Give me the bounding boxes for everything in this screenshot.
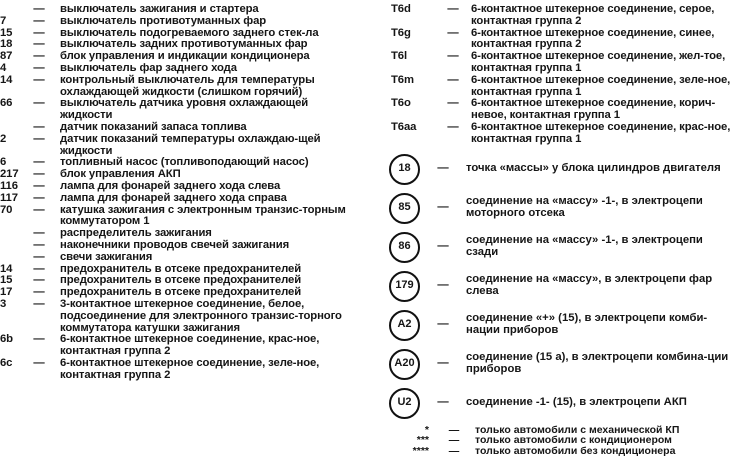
component-code: 17 — [0, 286, 13, 299]
legend-row — [0, 299, 350, 334]
component-code: 7 — [0, 14, 7, 27]
connector-code: T6g — [391, 26, 411, 39]
dash: — — [33, 250, 45, 263]
component-code — [0, 240, 18, 252]
legend-row — [0, 252, 350, 264]
legend-row — [0, 134, 350, 158]
dash: — — [33, 274, 45, 287]
dash: — — [447, 50, 459, 63]
footnote-marker: **** — [412, 444, 429, 457]
ground-point-row — [383, 388, 735, 419]
dash: — — [33, 3, 45, 15]
legend-row — [0, 16, 350, 28]
dash: — — [448, 434, 460, 447]
component-description: выключатель датчика уровня охлаждающей жидкости — [60, 97, 309, 122]
ground-point-circle-icon: A20 — [389, 349, 420, 380]
footnote-marker: *** — [416, 434, 429, 447]
component-code: 4 — [0, 61, 7, 74]
dash: — — [33, 286, 45, 299]
dash: — — [33, 203, 45, 216]
component-description: 6-контактное штекерное соединение, крас-ное, контактная группа 2 — [60, 333, 320, 358]
dash: — — [33, 97, 45, 110]
component-code: 6b — [0, 333, 13, 346]
component-code — [0, 252, 18, 264]
dash: — — [437, 240, 449, 253]
dash: — — [33, 262, 45, 275]
connector-code: T6aa — [391, 120, 417, 133]
component-description: блок управления АКП — [60, 168, 181, 181]
component-description: выключатель противотуманных фар — [60, 14, 267, 27]
connector-row — [383, 51, 735, 75]
dash: — — [447, 73, 459, 86]
ground-point-description: соединение -1- (15), в электроцепи АКП — [466, 396, 687, 409]
legend-row — [0, 240, 350, 252]
component-description: 6-контактное штекерное соединение, зеле-ное, контактная группа 2 — [60, 356, 320, 381]
legend-row — [0, 63, 350, 75]
connector-description: 6-контактное штекерное соединение, корич-невое, контактная группа 1 — [471, 97, 716, 122]
ground-point-circle-icon: 85 — [389, 193, 420, 224]
ground-point-circle-icon: 179 — [389, 271, 420, 302]
dash: — — [33, 73, 45, 86]
ground-point-row — [383, 193, 735, 224]
ground-point-row — [383, 154, 735, 185]
dash: — — [33, 14, 45, 27]
component-code: 116 — [0, 179, 18, 192]
connector-code: T6l — [391, 50, 408, 63]
dash: — — [447, 120, 459, 133]
footnote-row — [383, 435, 735, 446]
dash: — — [437, 396, 449, 409]
component-description: блок управления и индикации кондиционера — [60, 50, 310, 63]
ground-point-row — [383, 310, 735, 341]
dash: — — [33, 333, 45, 346]
connector-row — [383, 98, 735, 122]
dash: — — [437, 162, 449, 175]
component-description: выключатель подогреваемого заднего стек-ла — [60, 26, 319, 39]
component-code: 3 — [0, 297, 7, 310]
ground-point-circle-icon: 18 — [389, 154, 420, 185]
component-description: выключатель зажигания и стартера — [60, 3, 259, 15]
ground-point-circle-icon: 86 — [389, 232, 420, 263]
dash: — — [33, 61, 45, 74]
dash: — — [33, 297, 45, 310]
footnote-text: только автомобили с механической КП — [475, 423, 680, 436]
legend-row — [0, 98, 350, 122]
component-code: 14 — [0, 73, 13, 86]
dash: — — [33, 356, 45, 369]
component-code — [0, 228, 18, 240]
dash: — — [33, 227, 45, 240]
component-description: предохранитель в отсеке предохранителей — [60, 274, 302, 287]
component-code: 6c — [0, 356, 13, 369]
dash: — — [33, 38, 45, 51]
connector-row — [383, 4, 735, 28]
legend-row — [0, 75, 350, 99]
connector-code: T6m — [391, 73, 414, 86]
component-description: контрольный выключатель для температуры охлаждающей жидкости (слишком горячий) — [60, 73, 315, 98]
component-description: выключатель задних противотуманных фар — [60, 38, 308, 51]
connector-code: T6d — [391, 3, 411, 15]
component-description: лампа для фонарей заднего хода слева — [60, 179, 281, 192]
component-code — [0, 122, 18, 134]
dash: — — [448, 423, 460, 436]
connector-row — [383, 28, 735, 52]
dash: — — [33, 168, 45, 181]
dash: — — [33, 238, 45, 251]
connector-description: 6-контактное штекерное соединение, жел-тое, контактная группа 1 — [471, 50, 726, 74]
ground-point-circle-icon: U2 — [389, 388, 420, 419]
component-description: распределитель зажигания — [60, 227, 212, 240]
component-code: 66 — [0, 97, 13, 110]
component-description: свечи зажигания — [60, 250, 153, 263]
ground-point-description: соединение «+» (15), в электроцепи комби-нации приборов — [466, 312, 708, 337]
component-code: 70 — [0, 203, 13, 216]
dash: — — [437, 201, 449, 214]
legend-row — [0, 205, 350, 229]
right-legend-column — [383, 4, 735, 456]
connector-description: 6-контактное штекерное соединение, зеле-ное, контактная группа 1 — [471, 73, 731, 98]
component-code: 18 — [0, 38, 13, 51]
footnotes — [383, 425, 735, 457]
ground-point-description: точка «массы» у блока цилиндров двигателя — [466, 162, 721, 175]
dash: — — [447, 3, 459, 15]
ground-point-row — [383, 349, 735, 380]
dash: — — [33, 120, 45, 133]
connector-description: 6-контактное штекерное соединение, крас-ное, контактная группа 1 — [471, 120, 731, 145]
component-description: датчик показаний температуры охлаждаю-щей жидкости — [60, 132, 321, 157]
dash: — — [33, 191, 45, 204]
component-description: наконечники проводов свечей зажигания — [60, 238, 290, 251]
footnote-text: только автомобили с кондиционером — [475, 434, 672, 447]
dash: — — [33, 50, 45, 63]
component-description: предохранитель в отсеке предохранителей — [60, 262, 302, 275]
component-description: 3-контактное штекерное соединение, белое, подсоединение для электронного транзис-торного коммутатора катушки зажигания — [60, 297, 342, 334]
connector-code: T6o — [391, 97, 411, 110]
footnote-marker: * — [424, 423, 429, 436]
connector-row — [383, 122, 735, 146]
legend-row — [0, 193, 350, 205]
component-code: 117 — [0, 191, 18, 204]
component-description: топливный насос (топливоподающий насос) — [60, 156, 309, 169]
footnote-row — [383, 446, 735, 457]
connector-description: 6-контактное штекерное соединение, синее, контактная группа 2 — [471, 26, 715, 51]
dash: — — [448, 444, 460, 457]
component-description: катушка зажигания с электронным транзис-торным коммутатором 1 — [60, 203, 346, 228]
ground-point-description: соединение на «массу», в электроцепи фар слева — [466, 273, 713, 298]
connector-description: 6-контактное штекерное соединение, серое, контактная группа 2 — [471, 3, 715, 27]
ground-point-circle-icon: A2 — [389, 310, 420, 341]
ground-point-description: соединение на «массу» -1-, в электроцепи сзади — [466, 234, 703, 259]
connector-row — [383, 75, 735, 99]
component-code: 15 — [0, 26, 13, 39]
component-code: 15 — [0, 274, 13, 287]
component-description: предохранитель в отсеке предохранителей — [60, 286, 302, 299]
dash: — — [33, 156, 45, 169]
component-description: лампа для фонарей заднего хода справа — [60, 191, 287, 204]
dash: — — [447, 26, 459, 39]
ground-point-description: соединение (15 а), в электроцепи комбина-ции приборов — [466, 351, 729, 376]
component-code: 217 — [0, 168, 19, 181]
component-code: 87 — [0, 50, 13, 63]
component-code: 2 — [0, 132, 7, 145]
legend-row — [0, 334, 350, 358]
left-legend-column — [0, 4, 350, 382]
dash: — — [33, 179, 45, 192]
dash: — — [33, 132, 45, 145]
component-code: 6 — [0, 156, 7, 169]
dash: — — [437, 357, 449, 370]
legend-row — [0, 181, 350, 193]
component-description: датчик показаний запаса топлива — [60, 120, 247, 133]
dash: — — [437, 318, 449, 331]
ground-point-description: соединение на «массу» -1-, в электроцепи моторного отсека — [466, 195, 703, 220]
ground-point-row — [383, 232, 735, 263]
dash: — — [437, 279, 449, 292]
legend-row — [0, 358, 350, 382]
dash: — — [33, 26, 45, 39]
component-code: 14 — [0, 262, 13, 275]
ground-point-row — [383, 271, 735, 302]
component-description: выключатель фар заднего хода — [60, 61, 237, 74]
legend-row — [0, 122, 350, 134]
dash: — — [447, 97, 459, 110]
footnote-text: только автомобили без кондиционера — [475, 444, 676, 457]
